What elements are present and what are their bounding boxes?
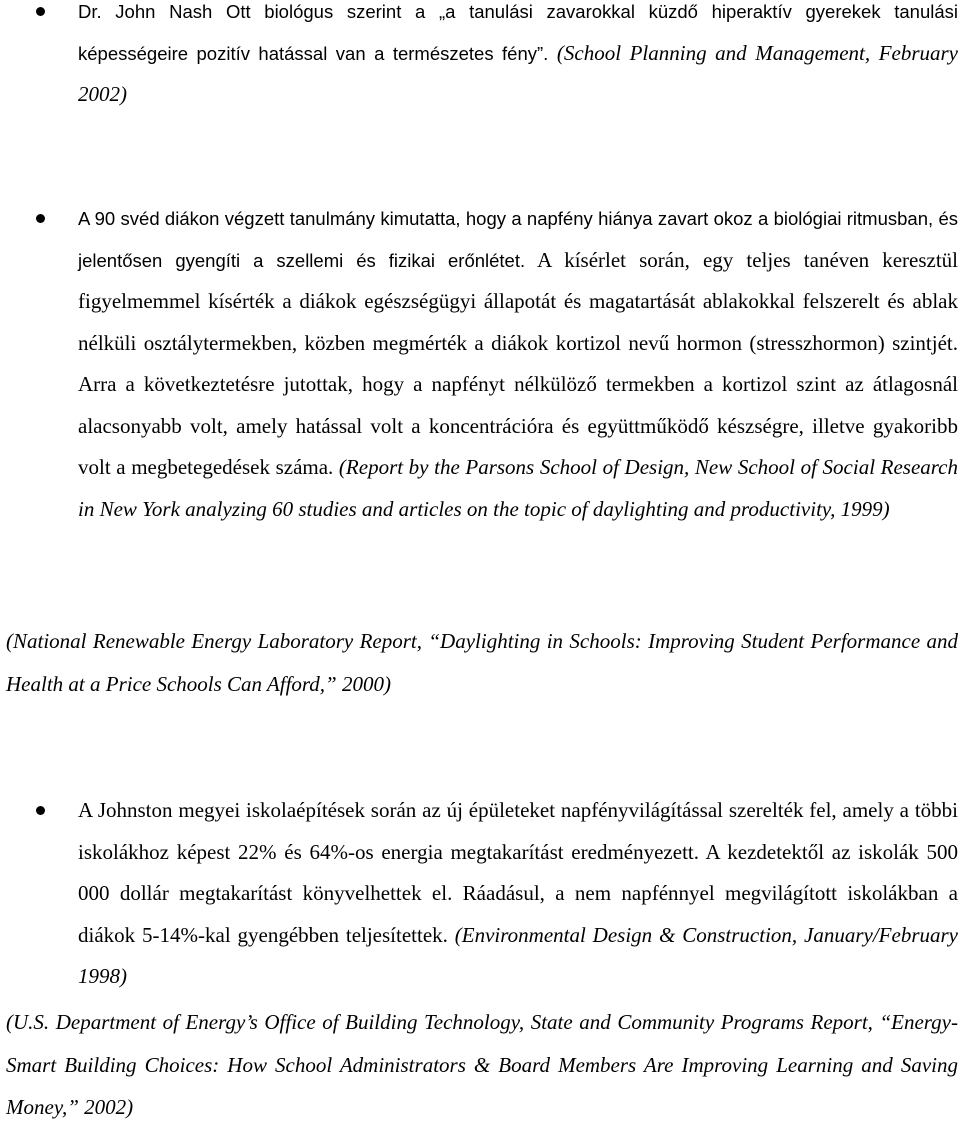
reference-nrel: (National Renewable Energy Laboratory Report, “Daylighting in Schools: Improving Student Performance and Health at a Price Schools Can Afford,” 2000): [6, 629, 958, 696]
bullet-lead-text: A 90 svéd diákon végzett tanulmány kimutatta, hogy a napfény hiánya zavart okoz a biológiai ritmusban, és jelentősen gyengíti a szellemi és fizikai erőnlétet.: [78, 208, 958, 271]
bullet-citation: (School Planning and Management, February 2002): [78, 40, 959, 106]
bullet-item-ott: [78, 0, 958, 116]
bullet-item-swedish-study: [78, 198, 958, 530]
bullet-citation: (Report by the Parsons School of Design, New School of Social Research in New York analyzing 60 studies and articles on the topic of daylighting and productivity, 1999): [78, 455, 958, 521]
bullet-text: A Johnston megyei iskolaépítések során az új épületeket napfényvilágítással szerelték fel, amely a többi iskolákhoz képest 22% és 64%-os energia megtakarítást eredményezett. A kezdetektől az iskolák 500 000 dollár megtakarítást könyvelhettek el. Ráadásul, a nem napfénnyel megvilágított iskolákban a diákok 5-14%-kal gyengébben teljesítettek.: [78, 798, 958, 947]
bullet-text: A kísérlet során, egy teljes tanéven keresztül figyelmemmel kísérték a diákok egészségügyi állapotát és magatartását ablakokkal felszerelt és ablak nélküli osztálytermekben, közben megmérték a diákok kortizol nevű hormon (stresszhormon) szintjét. Arra a következtetésre jutottak, hogy a napfényt nélkülöző termekben a kortizol szint az átlagosnál alacsonyabb volt, amely hatással volt a koncentrációra és együttműködő készségre, illetve gyakoribb volt a megbetegedések száma.: [78, 247, 958, 479]
bullet-icon: [36, 214, 45, 223]
reference-us-doe: (U.S. Department of Energy’s Office of Building Technology, State and Community Programs Report, “Energy-Smart Building Choices: How School Administrators & Board Members Are Improving Learning and Saving Money,” 2002): [6, 1010, 958, 1119]
bullet-icon: [36, 806, 45, 815]
bullet-icon: [36, 7, 45, 16]
bullet-item-johnston: [78, 790, 958, 998]
bullet-text: Dr. John Nash Ott biológus szerint a „a tanulási zavarokkal küzdő hiperaktív gyerekek tanulási képességeire pozitív hatással van a természetes fény”.: [78, 1, 958, 64]
bullet-citation: (Environmental Design & Construction, January/February 1998): [78, 922, 958, 988]
